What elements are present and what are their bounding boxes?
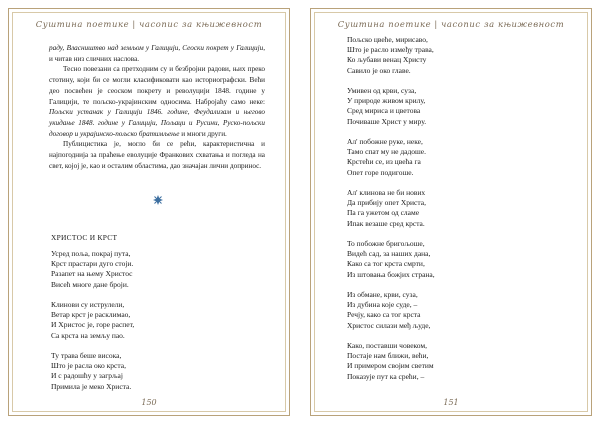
stanza <box>347 239 571 280</box>
verse-line: Ал' клинова не би нових <box>347 188 426 197</box>
stanza <box>347 341 571 382</box>
verse-line: Сред мириса и цветова <box>347 106 421 116</box>
stanza <box>347 290 571 331</box>
verse-line: Примила је меко Христа. <box>51 381 132 391</box>
stanza <box>347 35 571 76</box>
stanza <box>347 86 571 127</box>
verse-line: Са крста на земљу пао. <box>51 330 125 340</box>
page-number-right: 151 <box>443 398 459 407</box>
verse-line: Пољско цвеће, мирисаво, <box>347 35 428 44</box>
verse-line: Ал' побожне руке, неке, <box>347 137 423 146</box>
verse-line: Висећ многе дане броји. <box>51 279 129 289</box>
stanza <box>51 300 269 341</box>
verse-line: Из дубина које суде, – <box>347 300 418 310</box>
prose-run: Тесно повезани са претходним су и безбројни радови, њих преко стотину, који би се могли класификовати као историографски. Већи део посвећен је сеоском покрету и револуцији 1848. године у Галицији, те пољско-украјинским односима. Набројаћу само неке: <box>49 65 265 106</box>
right-page-header: Суштина поетике | часопис за књижевност <box>337 19 565 29</box>
verse-line: Крстећи се, из цвећа га <box>347 157 421 167</box>
verse-line: Како са тог крста смрти, <box>347 259 425 269</box>
prose-italic-run: раду, <box>49 44 67 52</box>
prose-run: Публицистика је, могло би се рећи, карактеристична и најпогоднија за праћење еволуције Франкових схватања и погледа на свет, којој је, као и осталим областима, дао значајан лични допринос. <box>49 140 265 170</box>
prose-run: , и читав низ сличних наслова. <box>49 44 265 63</box>
verse-line: Из обмане, крви, суза, <box>347 290 418 299</box>
verse-line: Ветар крст је расклимао, <box>51 310 131 320</box>
prose-paragraph <box>49 139 265 171</box>
poem-stanzas-right <box>347 35 571 392</box>
verse-line: Разапет на њему Христос <box>51 269 133 279</box>
verse-line: Усред поља, покрај пута, <box>51 249 131 258</box>
left-page-header: Суштина поетике | часопис за књижевност <box>35 19 263 29</box>
verse-line: Ту трава беше висока, <box>51 351 122 360</box>
stanza <box>347 188 571 229</box>
right-page <box>310 8 592 416</box>
verse-line: Да прибију опет Христа, <box>347 198 426 208</box>
verse-line: Речју, како са тог крста <box>347 310 421 320</box>
stanza <box>347 137 571 178</box>
verse-line: Клинови су иструлели, <box>51 300 125 309</box>
verse-line: Тамо спат му не дадоше. <box>347 147 427 157</box>
verse-line: Крст прастари дуго стоји. <box>51 259 134 269</box>
prose-italic-run: Пољски устанак у Галицији 1846. године, Феудализам и његово укидање 1848. године у Галицији, Пољаци и Русини, Руско-пољски договор и украјинско-пољско братимљење <box>49 108 265 138</box>
verse-line: Што је расла око крста, <box>51 361 126 371</box>
prose-paragraph <box>49 43 265 64</box>
verse-line: Показује пут ка срећи, – <box>347 371 425 381</box>
left-page <box>8 8 290 416</box>
verse-line: И Христос је, горе распет, <box>51 320 135 330</box>
verse-line: Умивен од крви, суза, <box>347 86 417 95</box>
stanza <box>51 351 269 392</box>
verse-line: И с радошћу у загрљај <box>51 371 123 381</box>
verse-line: Христос силази међ људе, <box>347 320 431 330</box>
verse-line: Ко љубави венац Христу <box>347 55 427 65</box>
verse-line: Видећ сад, за наших дана, <box>347 249 431 259</box>
verse-line: Ипак везаше сред крста. <box>347 218 425 228</box>
verse-line: То побожне бригољоше, <box>347 239 425 248</box>
prose-italic-run: Власништво над земљом у Галицији, Сеоски покрет у Галицији <box>66 44 264 52</box>
prose-run: и многи други. <box>179 129 227 138</box>
article-prose <box>49 43 265 171</box>
verse-line: Што је расло између трава, <box>347 45 434 55</box>
verse-line: И примером својим светим <box>347 361 434 371</box>
verse-line: Опет горе подигоше. <box>347 167 414 177</box>
verse-line: Из штовања божјих страна, <box>347 269 435 279</box>
verse-line: Па га ужетом од сламе <box>347 208 420 218</box>
page-number-left: 150 <box>141 398 157 407</box>
diamond-ornament-icon <box>153 195 163 205</box>
verse-line: Савило је око главе. <box>347 65 411 75</box>
verse-line: Постаје нам ближи, већи, <box>347 351 429 361</box>
verse-line: Како, поставши човеком, <box>347 341 428 350</box>
stanza <box>51 249 269 290</box>
verse-line: У природе живом крилу, <box>347 96 426 106</box>
poem-stanzas-left <box>51 249 269 402</box>
poem-title: ХРИСТОС И КРСТ <box>51 233 118 242</box>
prose-paragraph <box>49 64 265 139</box>
verse-line: Почиваше Христ у миру. <box>347 116 427 126</box>
